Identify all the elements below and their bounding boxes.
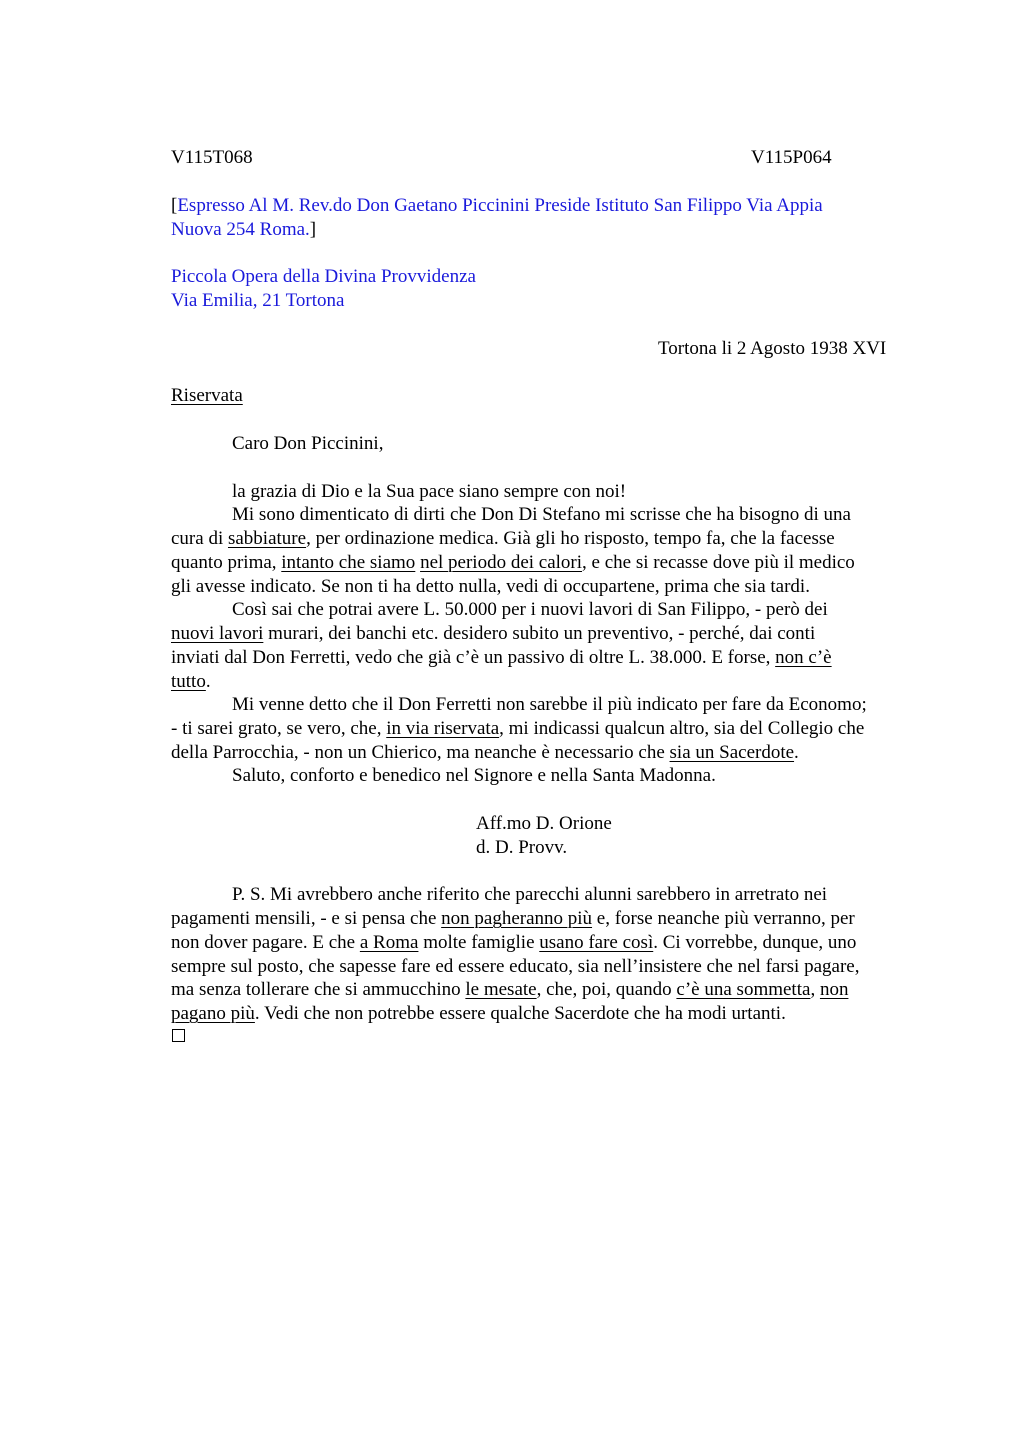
address-text-1: Espresso Al M. Rev.do Don Gaetano Piccinini Preside Istituto San Filippo Via Appia — [177, 195, 823, 216]
text-span: . Vedi che non potrebbe essere qualche Sacerdote che ha modi urtanti. — [254, 1003, 786, 1024]
text-span: , e che si recasse dove più il medico — [582, 552, 855, 573]
underlined-span: le mesate — [465, 979, 537, 1000]
underlined-span: nel periodo dei calori — [420, 552, 583, 573]
text-span: . Ci vorrebbe, dunque, uno — [653, 932, 857, 953]
sender-line-1: Piccola Opera della Divina Provvidenza — [171, 266, 476, 287]
body-line-13: Saluto, conforto e benedico nel Signore e nella Santa Madonna. — [232, 765, 716, 786]
postscript-line-4: sempre sul posto, che sapesse fare ed essere educato, sia nell’insistere che nel farsi pagare, — [171, 956, 860, 977]
signature-line-1: Aff.mo D. Orione — [476, 813, 612, 834]
body-line-5: gli avesse indicato. Se non ti ha detto nulla, vedi di occupartene, prima che sia tardi. — [171, 576, 810, 597]
body-line-10: Mi venne detto che il Don Ferretti non sarebbe il più indicato per fare da Economo; — [232, 694, 867, 715]
text-span: della Parrocchia, - non un Chierico, ma neanche è necessario che — [171, 742, 670, 763]
text-span: e, forse neanche più verranno, per — [592, 908, 855, 929]
underlined-span: a Roma — [359, 932, 419, 953]
text-span: molte famiglie — [418, 932, 540, 953]
sender-line-2: Via Emilia, 21 Tortona — [171, 290, 345, 311]
signature-line-2: d. D. Provv. — [476, 837, 568, 858]
text-span: , — [810, 979, 820, 1000]
underlined-span: nuovi lavori — [171, 623, 264, 644]
text-span: pagamenti mensili, - e si pensa che — [171, 908, 442, 929]
underlined-span: tutto — [171, 671, 206, 692]
underlined-span: sia un Sacerdote — [669, 742, 795, 763]
body-line-8 — [171, 646, 832, 670]
riservata-text: Riservata — [171, 385, 243, 406]
body-line-4 — [171, 551, 855, 575]
text-span: murari, dei banchi etc. desidero subito un preventivo, - perché, dai conti — [263, 623, 816, 644]
body-line-9 — [171, 670, 211, 694]
body-line-3 — [171, 527, 835, 551]
body-line-6: Così sai che potrai avere L. 50.000 per i nuovi lavori di San Filippo, - però dei — [232, 599, 828, 620]
postscript-line-6 — [171, 1002, 786, 1026]
letter-date: Tortona li 2 Agosto 1938 XVI — [658, 338, 887, 359]
underlined-span: non — [819, 979, 849, 1000]
address-open-bracket: [ — [171, 195, 178, 216]
text-span: non dover pagare. E che — [171, 932, 360, 953]
text-span: , mi indicassi qualcun altro, sia del Collegio che — [499, 718, 865, 739]
salutation: Caro Don Piccinini, — [232, 433, 384, 454]
postscript-line-2 — [171, 907, 855, 931]
body-line-7 — [171, 622, 815, 646]
underlined-span: non c’è — [775, 647, 832, 668]
underlined-span: sabbiature — [227, 528, 307, 549]
address-close-bracket: ] — [309, 219, 317, 240]
riservata-label — [171, 384, 243, 408]
address-line-1 — [171, 194, 823, 218]
underlined-span: usano fare così — [539, 932, 654, 953]
document-code-right: V115P064 — [751, 147, 832, 168]
text-span: quanto prima, — [171, 552, 282, 573]
underlined-span: c’è una sommetta — [676, 979, 811, 1000]
underlined-span: pagano più — [171, 1003, 255, 1024]
postscript-line-3 — [171, 931, 856, 955]
underlined-span: in via riservata — [386, 718, 500, 739]
text-span: , per ordinazione medica. Già gli ho risposto, tempo fa, che la facesse — [306, 528, 835, 549]
checkbox-square-icon — [172, 1029, 185, 1042]
text-span: - ti sarei grato, se vero, che, — [171, 718, 387, 739]
address-text-2: Nuova 254 Roma. — [171, 219, 310, 240]
text-span: cura di — [171, 528, 228, 549]
postscript-line-1: P. S. Mi avrebbero anche riferito che parecchi alunni sarebbero in arretrato nei — [232, 884, 828, 905]
body-line-1: la grazia di Dio e la Sua pace siano sempre con noi! — [232, 481, 627, 502]
body-line-12 — [171, 741, 799, 765]
text-span: ma senza tollerare che si ammucchino — [171, 979, 466, 1000]
text-span: . — [205, 671, 211, 692]
underlined-span: non pagheranno più — [441, 908, 593, 929]
document-code-left: V115T068 — [171, 147, 253, 168]
body-line-11 — [171, 717, 864, 741]
underlined-span: intanto che siamo — [281, 552, 416, 573]
text-span: , che, poi, quando — [536, 979, 677, 1000]
text-span: . — [794, 742, 799, 763]
body-line-2: Mi sono dimenticato di dirti che Don Di Stefano mi scrisse che ha bisogno di una — [232, 504, 851, 525]
text-span: inviati dal Don Ferretti, vedo che già c’è un passivo di oltre L. 38.000. E forse, — [171, 647, 776, 668]
postscript-line-5 — [171, 978, 848, 1002]
address-line-2 — [171, 218, 316, 242]
